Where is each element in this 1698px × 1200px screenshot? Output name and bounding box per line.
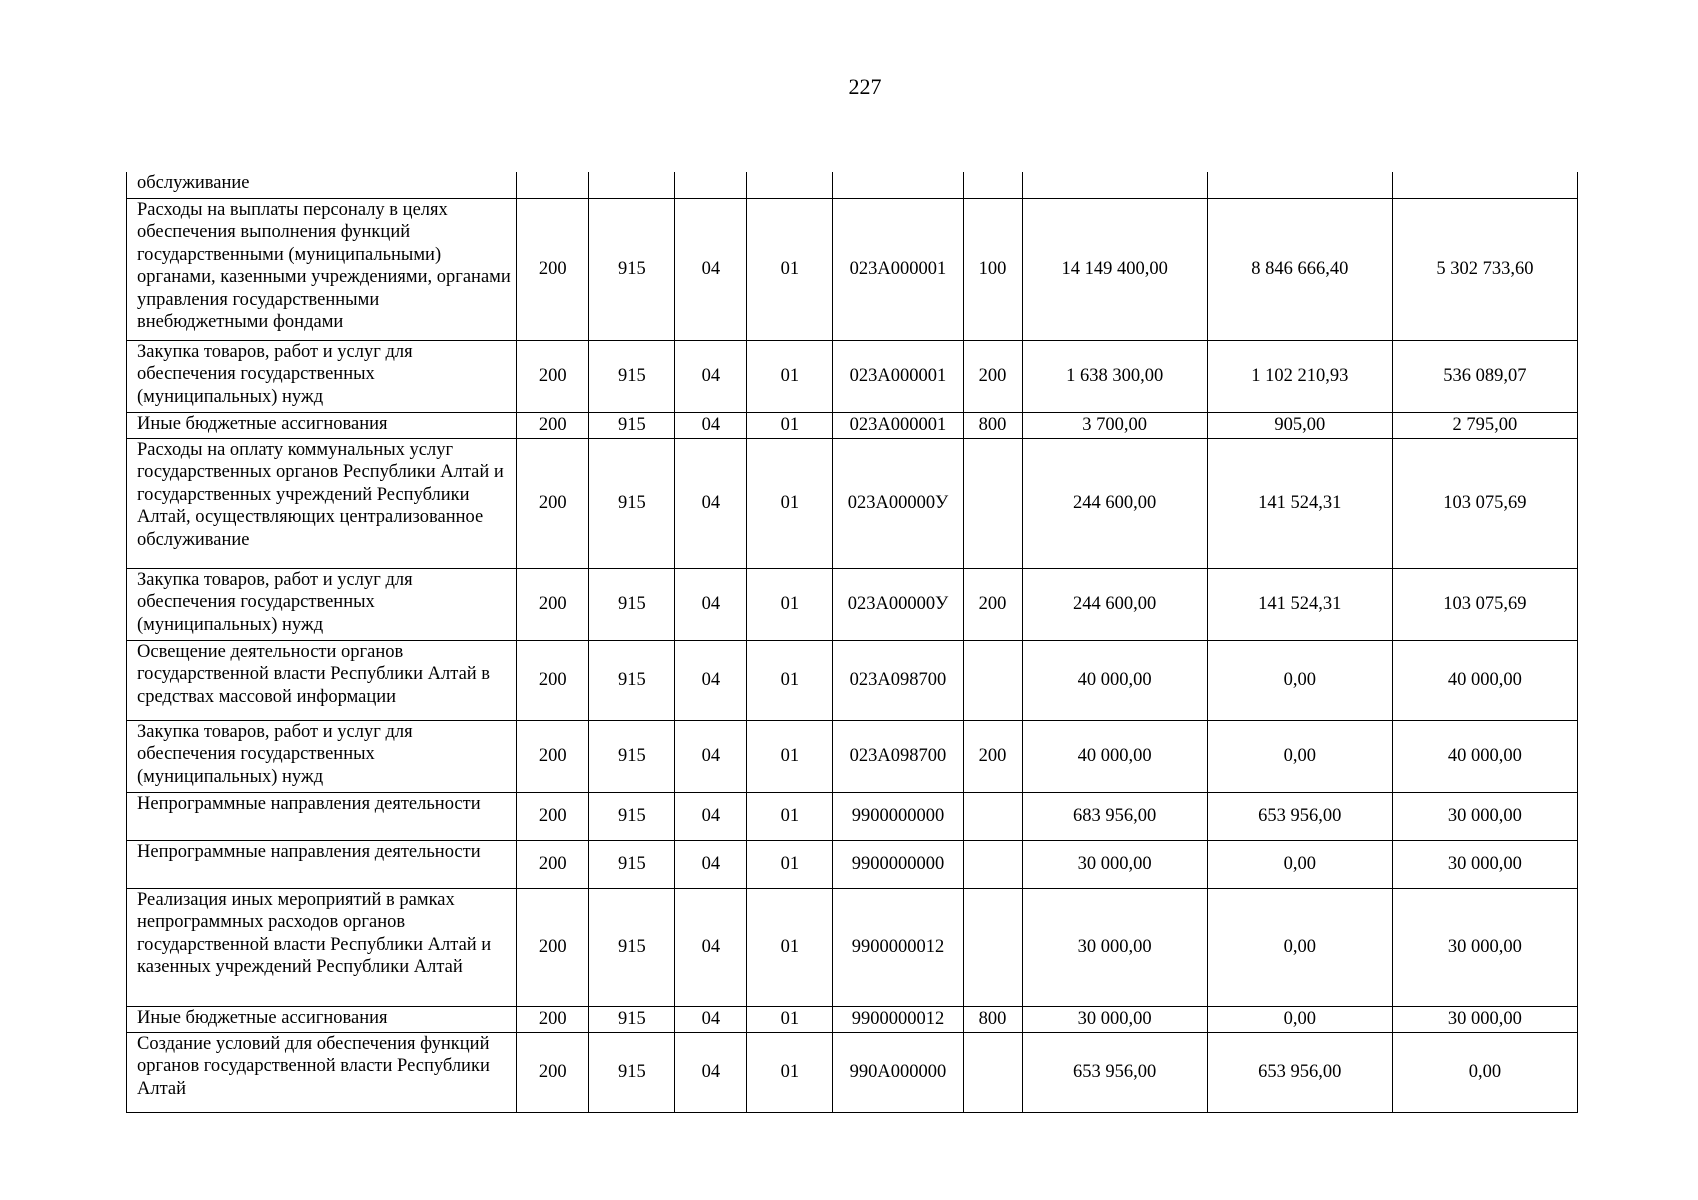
expense-type-cell: [963, 888, 1022, 1006]
sub-subsection-cell: 01: [747, 412, 833, 438]
expense-type-cell: 200: [963, 720, 1022, 792]
name-cell: Закупка товаров, работ и услуг для обеспечения государственных (муниципальных) нужд: [127, 568, 517, 640]
target-code-cell: 9900000000: [833, 840, 963, 888]
subsection-cell: 04: [675, 1032, 747, 1112]
ministry-cell: 915: [589, 198, 675, 340]
subsection-cell: 04: [675, 1006, 747, 1032]
plan-amount-cell: 3 700,00: [1022, 412, 1207, 438]
ministry-cell: 915: [589, 340, 675, 412]
plan-amount-cell: 653 956,00: [1022, 1032, 1207, 1112]
table-row: [127, 172, 1578, 198]
name-cell: Реализация иных мероприятий в рамках непрограммных расходов органов государственной власти Республики Алтай и казенных учреждений Республики Алтай: [127, 888, 517, 1006]
plan-amount-cell: 683 956,00: [1022, 792, 1207, 840]
expense-type-cell: 200: [963, 340, 1022, 412]
expense-type-cell: [963, 640, 1022, 720]
ministry-cell: 915: [589, 412, 675, 438]
target-code-cell: 9900000000: [833, 792, 963, 840]
plan-amount-cell: 30 000,00: [1022, 840, 1207, 888]
target-code-cell: 023А00000У: [833, 438, 963, 568]
name-cell: обслуживание: [127, 172, 517, 198]
remaining-amount-cell: 0,00: [1392, 1032, 1577, 1112]
sub-subsection-cell: 01: [747, 888, 833, 1006]
remaining-amount-cell: [1392, 172, 1577, 198]
target-code-cell: 023А098700: [833, 720, 963, 792]
section-cell: 200: [517, 720, 589, 792]
target-code-cell: 023А00000У: [833, 568, 963, 640]
sub-subsection-cell: 01: [747, 640, 833, 720]
section-cell: [517, 172, 589, 198]
plan-amount-cell: 30 000,00: [1022, 888, 1207, 1006]
target-code-cell: 9900000012: [833, 888, 963, 1006]
section-cell: 200: [517, 568, 589, 640]
expense-type-cell: [963, 840, 1022, 888]
section-cell: 200: [517, 640, 589, 720]
target-code-cell: 023А000001: [833, 412, 963, 438]
table-row: [127, 412, 1578, 438]
remaining-amount-cell: 103 075,69: [1392, 568, 1577, 640]
subsection-cell: 04: [675, 888, 747, 1006]
plan-amount-cell: 244 600,00: [1022, 568, 1207, 640]
remaining-amount-cell: 536 089,07: [1392, 340, 1577, 412]
ministry-cell: 915: [589, 1032, 675, 1112]
subsection-cell: 04: [675, 198, 747, 340]
executed-amount-cell: 8 846 666,40: [1207, 198, 1392, 340]
remaining-amount-cell: 5 302 733,60: [1392, 198, 1577, 340]
name-cell: Создание условий для обеспечения функций органов государственной власти Республики Алтай: [127, 1032, 517, 1112]
expense-type-cell: [963, 172, 1022, 198]
executed-amount-cell: 0,00: [1207, 720, 1392, 792]
section-cell: 200: [517, 1032, 589, 1112]
section-cell: 200: [517, 340, 589, 412]
executed-amount-cell: 0,00: [1207, 1006, 1392, 1032]
sub-subsection-cell: 01: [747, 568, 833, 640]
executed-amount-cell: 905,00: [1207, 412, 1392, 438]
ministry-cell: 915: [589, 568, 675, 640]
ministry-cell: 915: [589, 640, 675, 720]
plan-amount-cell: [1022, 172, 1207, 198]
table-row: [127, 568, 1578, 640]
table-row: [127, 1032, 1578, 1112]
name-cell: Расходы на оплату коммунальных услуг государственных органов Республики Алтай и государственных учреждений Республики Алтай, осуществляющих централизованное обслуживание: [127, 438, 517, 568]
name-cell: Закупка товаров, работ и услуг для обеспечения государственных (муниципальных) нужд: [127, 720, 517, 792]
executed-amount-cell: 0,00: [1207, 888, 1392, 1006]
plan-amount-cell: 244 600,00: [1022, 438, 1207, 568]
subsection-cell: 04: [675, 840, 747, 888]
executed-amount-cell: 141 524,31: [1207, 568, 1392, 640]
subsection-cell: 04: [675, 640, 747, 720]
table-row: [127, 340, 1578, 412]
subsection-cell: 04: [675, 720, 747, 792]
remaining-amount-cell: 30 000,00: [1392, 1006, 1577, 1032]
budget-table: [126, 172, 1578, 1113]
expense-type-cell: 800: [963, 412, 1022, 438]
target-code-cell: 023А000001: [833, 198, 963, 340]
sub-subsection-cell: 01: [747, 720, 833, 792]
executed-amount-cell: 653 956,00: [1207, 1032, 1392, 1112]
subsection-cell: 04: [675, 792, 747, 840]
name-cell: Иные бюджетные ассигнования: [127, 1006, 517, 1032]
sub-subsection-cell: [747, 172, 833, 198]
section-cell: 200: [517, 412, 589, 438]
table-row: [127, 198, 1578, 340]
section-cell: 200: [517, 792, 589, 840]
remaining-amount-cell: 30 000,00: [1392, 840, 1577, 888]
target-code-cell: 990А000000: [833, 1032, 963, 1112]
name-cell: Иные бюджетные ассигнования: [127, 412, 517, 438]
plan-amount-cell: 40 000,00: [1022, 640, 1207, 720]
table-row: [127, 1006, 1578, 1032]
subsection-cell: 04: [675, 438, 747, 568]
plan-amount-cell: 14 149 400,00: [1022, 198, 1207, 340]
executed-amount-cell: 141 524,31: [1207, 438, 1392, 568]
table-row: [127, 720, 1578, 792]
table-row: [127, 792, 1578, 840]
table-row: [127, 840, 1578, 888]
name-cell: Непрограммные направления деятельности: [127, 840, 517, 888]
sub-subsection-cell: 01: [747, 792, 833, 840]
section-cell: 200: [517, 438, 589, 568]
ministry-cell: [589, 172, 675, 198]
plan-amount-cell: 1 638 300,00: [1022, 340, 1207, 412]
ministry-cell: 915: [589, 888, 675, 1006]
section-cell: 200: [517, 1006, 589, 1032]
sub-subsection-cell: 01: [747, 840, 833, 888]
name-cell: Расходы на выплаты персоналу в целях обеспечения выполнения функций государственными (муниципальными) органами, казенными учреждениями, органами управления государственными внебюджетными фондами: [127, 198, 517, 340]
name-cell: Непрограммные направления деятельности: [127, 792, 517, 840]
sub-subsection-cell: 01: [747, 340, 833, 412]
executed-amount-cell: 0,00: [1207, 840, 1392, 888]
expense-type-cell: [963, 438, 1022, 568]
ministry-cell: 915: [589, 840, 675, 888]
remaining-amount-cell: 40 000,00: [1392, 720, 1577, 792]
executed-amount-cell: 0,00: [1207, 640, 1392, 720]
executed-amount-cell: [1207, 172, 1392, 198]
name-cell: Освещение деятельности органов государственной власти Республики Алтай в средствах массовой информации: [127, 640, 517, 720]
remaining-amount-cell: 103 075,69: [1392, 438, 1577, 568]
plan-amount-cell: 30 000,00: [1022, 1006, 1207, 1032]
sub-subsection-cell: 01: [747, 438, 833, 568]
expense-type-cell: 100: [963, 198, 1022, 340]
ministry-cell: 915: [589, 1006, 675, 1032]
target-code-cell: 023А000001: [833, 340, 963, 412]
table-row: [127, 438, 1578, 568]
target-code-cell: 023А098700: [833, 640, 963, 720]
target-code-cell: [833, 172, 963, 198]
remaining-amount-cell: 30 000,00: [1392, 888, 1577, 1006]
executed-amount-cell: 1 102 210,93: [1207, 340, 1392, 412]
target-code-cell: 9900000012: [833, 1006, 963, 1032]
expense-type-cell: [963, 792, 1022, 840]
subsection-cell: 04: [675, 568, 747, 640]
remaining-amount-cell: 30 000,00: [1392, 792, 1577, 840]
table-row: [127, 888, 1578, 1006]
sub-subsection-cell: 01: [747, 1006, 833, 1032]
remaining-amount-cell: 2 795,00: [1392, 412, 1577, 438]
table-row: [127, 640, 1578, 720]
ministry-cell: 915: [589, 720, 675, 792]
section-cell: 200: [517, 198, 589, 340]
plan-amount-cell: 40 000,00: [1022, 720, 1207, 792]
section-cell: 200: [517, 888, 589, 1006]
section-cell: 200: [517, 840, 589, 888]
name-cell: Закупка товаров, работ и услуг для обеспечения государственных (муниципальных) нужд: [127, 340, 517, 412]
executed-amount-cell: 653 956,00: [1207, 792, 1392, 840]
ministry-cell: 915: [589, 438, 675, 568]
expense-type-cell: 800: [963, 1006, 1022, 1032]
subsection-cell: 04: [675, 412, 747, 438]
expense-type-cell: 200: [963, 568, 1022, 640]
remaining-amount-cell: 40 000,00: [1392, 640, 1577, 720]
sub-subsection-cell: 01: [747, 1032, 833, 1112]
page-number: 227: [848, 74, 882, 99]
expense-type-cell: [963, 1032, 1022, 1112]
sub-subsection-cell: 01: [747, 198, 833, 340]
ministry-cell: 915: [589, 792, 675, 840]
subsection-cell: 04: [675, 340, 747, 412]
subsection-cell: [675, 172, 747, 198]
